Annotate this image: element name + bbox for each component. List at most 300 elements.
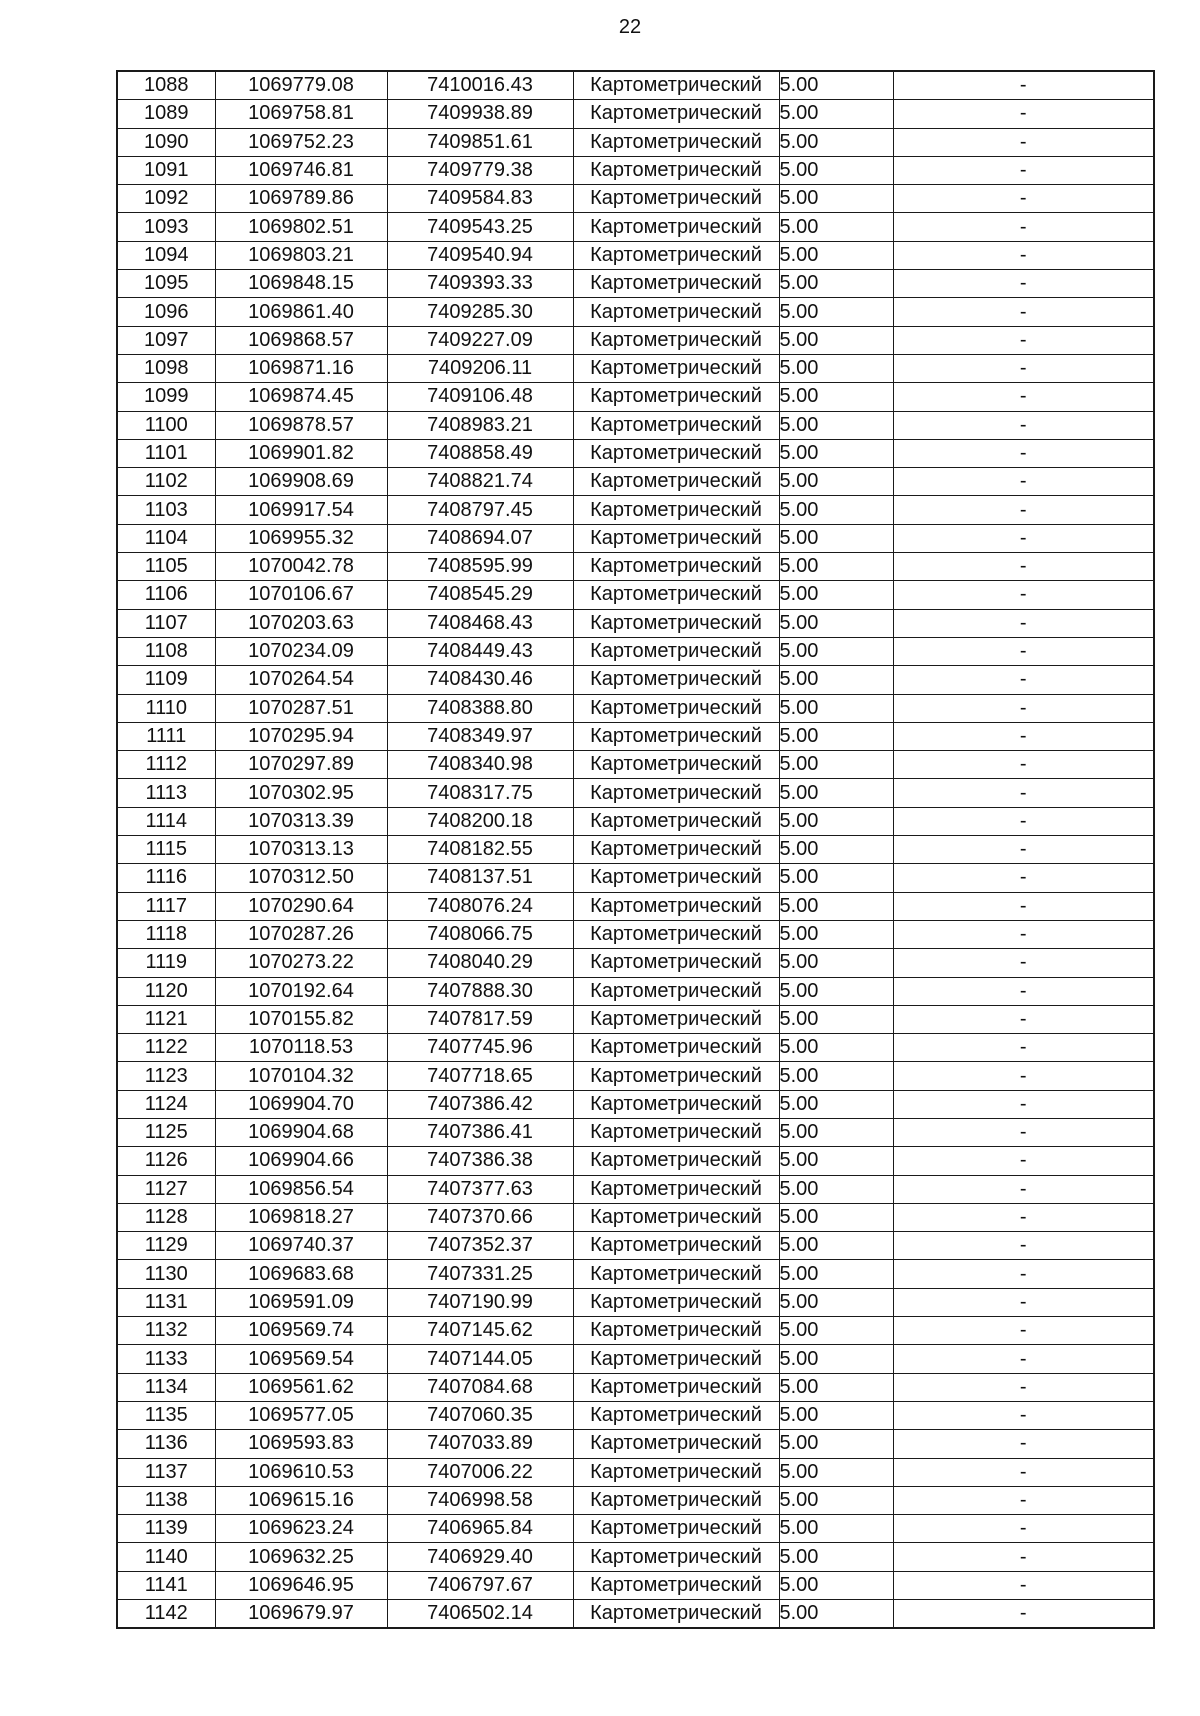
y-coordinate-cell: 7408449.43 — [387, 637, 573, 665]
table-row — [117, 1401, 1154, 1429]
point-number-cell: 1138 — [117, 1486, 215, 1514]
x-coordinate-cell: 1070203.63 — [215, 609, 387, 637]
table-row — [117, 298, 1154, 326]
description-cell: - — [893, 722, 1154, 750]
description-cell: - — [893, 1118, 1154, 1146]
accuracy-cell: 5.00 — [779, 185, 893, 213]
x-coordinate-cell: 1069955.32 — [215, 524, 387, 552]
y-coordinate-cell: 7409851.61 — [387, 128, 573, 156]
point-number-cell: 1123 — [117, 1062, 215, 1090]
x-coordinate-cell: 1070155.82 — [215, 1005, 387, 1033]
y-coordinate-cell: 7407386.38 — [387, 1147, 573, 1175]
accuracy-cell: 5.00 — [779, 807, 893, 835]
description-cell: - — [893, 553, 1154, 581]
point-number-cell: 1122 — [117, 1034, 215, 1062]
y-coordinate-cell: 7410016.43 — [387, 71, 573, 100]
y-coordinate-cell: 7409227.09 — [387, 326, 573, 354]
method-cell: Картометрический — [573, 383, 779, 411]
method-cell: Картометрический — [573, 1203, 779, 1231]
x-coordinate-cell: 1070287.51 — [215, 694, 387, 722]
method-cell: Картометрический — [573, 241, 779, 269]
point-number-cell: 1099 — [117, 383, 215, 411]
accuracy-cell: 5.00 — [779, 1543, 893, 1571]
table-row — [117, 354, 1154, 382]
table-row — [117, 156, 1154, 184]
point-number-cell: 1110 — [117, 694, 215, 722]
accuracy-cell: 5.00 — [779, 100, 893, 128]
point-number-cell: 1119 — [117, 949, 215, 977]
accuracy-cell: 5.00 — [779, 1118, 893, 1146]
x-coordinate-cell: 1069679.97 — [215, 1600, 387, 1629]
accuracy-cell: 5.00 — [779, 1203, 893, 1231]
accuracy-cell: 5.00 — [779, 920, 893, 948]
method-cell: Картометрический — [573, 411, 779, 439]
y-coordinate-cell: 7409543.25 — [387, 213, 573, 241]
accuracy-cell: 5.00 — [779, 439, 893, 467]
point-number-cell: 1124 — [117, 1090, 215, 1118]
y-coordinate-cell: 7407386.41 — [387, 1118, 573, 1146]
description-cell: - — [893, 213, 1154, 241]
point-number-cell: 1128 — [117, 1203, 215, 1231]
method-cell: Картометрический — [573, 722, 779, 750]
y-coordinate-cell: 7408200.18 — [387, 807, 573, 835]
description-cell: - — [893, 1005, 1154, 1033]
y-coordinate-cell: 7408182.55 — [387, 836, 573, 864]
y-coordinate-cell: 7407145.62 — [387, 1317, 573, 1345]
method-cell: Картометрический — [573, 637, 779, 665]
y-coordinate-cell: 7409938.89 — [387, 100, 573, 128]
y-coordinate-cell: 7408983.21 — [387, 411, 573, 439]
description-cell: - — [893, 1288, 1154, 1316]
description-cell: - — [893, 1317, 1154, 1345]
y-coordinate-cell: 7409779.38 — [387, 156, 573, 184]
point-number-cell: 1126 — [117, 1147, 215, 1175]
x-coordinate-cell: 1070234.09 — [215, 637, 387, 665]
table-row — [117, 807, 1154, 835]
description-cell: - — [893, 1430, 1154, 1458]
point-number-cell: 1102 — [117, 468, 215, 496]
y-coordinate-cell: 7409285.30 — [387, 298, 573, 326]
x-coordinate-cell: 1069908.69 — [215, 468, 387, 496]
description-cell: - — [893, 1147, 1154, 1175]
table-row — [117, 1147, 1154, 1175]
table-row — [117, 751, 1154, 779]
accuracy-cell: 5.00 — [779, 581, 893, 609]
point-number-cell: 1092 — [117, 185, 215, 213]
y-coordinate-cell: 7409540.94 — [387, 241, 573, 269]
point-number-cell: 1091 — [117, 156, 215, 184]
x-coordinate-cell: 1070295.94 — [215, 722, 387, 750]
accuracy-cell: 5.00 — [779, 1062, 893, 1090]
point-number-cell: 1103 — [117, 496, 215, 524]
accuracy-cell: 5.00 — [779, 213, 893, 241]
accuracy-cell: 5.00 — [779, 836, 893, 864]
method-cell: Картометрический — [573, 1571, 779, 1599]
description-cell: - — [893, 468, 1154, 496]
x-coordinate-cell: 1070106.67 — [215, 581, 387, 609]
point-number-cell: 1139 — [117, 1515, 215, 1543]
table-row — [117, 326, 1154, 354]
accuracy-cell: 5.00 — [779, 1515, 893, 1543]
accuracy-cell: 5.00 — [779, 609, 893, 637]
point-number-cell: 1088 — [117, 71, 215, 100]
accuracy-cell: 5.00 — [779, 354, 893, 382]
method-cell: Картометрический — [573, 71, 779, 100]
accuracy-cell: 5.00 — [779, 1486, 893, 1514]
accuracy-cell: 5.00 — [779, 1232, 893, 1260]
method-cell: Картометрический — [573, 553, 779, 581]
point-number-cell: 1132 — [117, 1317, 215, 1345]
x-coordinate-cell: 1069779.08 — [215, 71, 387, 100]
point-number-cell: 1106 — [117, 581, 215, 609]
y-coordinate-cell: 7407084.68 — [387, 1373, 573, 1401]
description-cell: - — [893, 779, 1154, 807]
method-cell: Картометрический — [573, 298, 779, 326]
accuracy-cell: 5.00 — [779, 1458, 893, 1486]
x-coordinate-cell: 1070104.32 — [215, 1062, 387, 1090]
method-cell: Картометрический — [573, 694, 779, 722]
y-coordinate-cell: 7407144.05 — [387, 1345, 573, 1373]
y-coordinate-cell: 7409206.11 — [387, 354, 573, 382]
description-cell: - — [893, 637, 1154, 665]
point-number-cell: 1111 — [117, 722, 215, 750]
accuracy-cell: 5.00 — [779, 1288, 893, 1316]
description-cell: - — [893, 1486, 1154, 1514]
coordinates-table-body — [117, 71, 1154, 1628]
table-row — [117, 892, 1154, 920]
accuracy-cell: 5.00 — [779, 1571, 893, 1599]
accuracy-cell: 5.00 — [779, 71, 893, 100]
y-coordinate-cell: 7408076.24 — [387, 892, 573, 920]
method-cell: Картометрический — [573, 609, 779, 637]
x-coordinate-cell: 1069593.83 — [215, 1430, 387, 1458]
table-row — [117, 383, 1154, 411]
point-number-cell: 1095 — [117, 270, 215, 298]
y-coordinate-cell: 7408468.43 — [387, 609, 573, 637]
x-coordinate-cell: 1069904.68 — [215, 1118, 387, 1146]
point-number-cell: 1104 — [117, 524, 215, 552]
table-row — [117, 1543, 1154, 1571]
method-cell: Картометрический — [573, 213, 779, 241]
method-cell: Картометрический — [573, 1430, 779, 1458]
point-number-cell: 1112 — [117, 751, 215, 779]
method-cell: Картометрический — [573, 128, 779, 156]
table-row — [117, 779, 1154, 807]
x-coordinate-cell: 1070287.26 — [215, 920, 387, 948]
x-coordinate-cell: 1069561.62 — [215, 1373, 387, 1401]
point-number-cell: 1125 — [117, 1118, 215, 1146]
description-cell: - — [893, 270, 1154, 298]
table-row — [117, 1600, 1154, 1629]
x-coordinate-cell: 1069871.16 — [215, 354, 387, 382]
accuracy-cell: 5.00 — [779, 1005, 893, 1033]
description-cell: - — [893, 298, 1154, 326]
description-cell: - — [893, 241, 1154, 269]
point-number-cell: 1130 — [117, 1260, 215, 1288]
y-coordinate-cell: 7406797.67 — [387, 1571, 573, 1599]
description-cell: - — [893, 1260, 1154, 1288]
point-number-cell: 1133 — [117, 1345, 215, 1373]
table-row — [117, 439, 1154, 467]
x-coordinate-cell: 1069569.54 — [215, 1345, 387, 1373]
y-coordinate-cell: 7408317.75 — [387, 779, 573, 807]
table-row — [117, 1317, 1154, 1345]
method-cell: Картометрический — [573, 807, 779, 835]
method-cell: Картометрический — [573, 100, 779, 128]
method-cell: Картометрический — [573, 439, 779, 467]
description-cell: - — [893, 807, 1154, 835]
description-cell: - — [893, 128, 1154, 156]
method-cell: Картометрический — [573, 1515, 779, 1543]
point-number-cell: 1115 — [117, 836, 215, 864]
accuracy-cell: 5.00 — [779, 892, 893, 920]
x-coordinate-cell: 1069758.81 — [215, 100, 387, 128]
y-coordinate-cell: 7407718.65 — [387, 1062, 573, 1090]
method-cell: Картометрический — [573, 666, 779, 694]
x-coordinate-cell: 1069752.23 — [215, 128, 387, 156]
table-row — [117, 977, 1154, 1005]
table-row — [117, 1118, 1154, 1146]
point-number-cell: 1089 — [117, 100, 215, 128]
point-number-cell: 1134 — [117, 1373, 215, 1401]
x-coordinate-cell: 1069789.86 — [215, 185, 387, 213]
description-cell: - — [893, 949, 1154, 977]
table-row — [117, 496, 1154, 524]
point-number-cell: 1116 — [117, 864, 215, 892]
accuracy-cell: 5.00 — [779, 949, 893, 977]
x-coordinate-cell: 1070313.13 — [215, 836, 387, 864]
y-coordinate-cell: 7408340.98 — [387, 751, 573, 779]
table-row — [117, 609, 1154, 637]
description-cell: - — [893, 1232, 1154, 1260]
accuracy-cell: 5.00 — [779, 270, 893, 298]
description-cell: - — [893, 609, 1154, 637]
table-row — [117, 666, 1154, 694]
table-row — [117, 1090, 1154, 1118]
accuracy-cell: 5.00 — [779, 383, 893, 411]
y-coordinate-cell: 7407888.30 — [387, 977, 573, 1005]
table-row — [117, 1458, 1154, 1486]
method-cell: Картометрический — [573, 1600, 779, 1629]
table-row — [117, 241, 1154, 269]
method-cell: Картометрический — [573, 270, 779, 298]
table-row — [117, 1430, 1154, 1458]
method-cell: Картометрический — [573, 326, 779, 354]
description-cell: - — [893, 1034, 1154, 1062]
accuracy-cell: 5.00 — [779, 1317, 893, 1345]
table-row — [117, 1288, 1154, 1316]
table-row — [117, 836, 1154, 864]
table-row — [117, 637, 1154, 665]
table-row — [117, 1571, 1154, 1599]
description-cell: - — [893, 383, 1154, 411]
table-row — [117, 1260, 1154, 1288]
x-coordinate-cell: 1069904.66 — [215, 1147, 387, 1175]
table-row — [117, 524, 1154, 552]
method-cell: Картометрический — [573, 354, 779, 382]
x-coordinate-cell: 1070192.64 — [215, 977, 387, 1005]
x-coordinate-cell: 1070302.95 — [215, 779, 387, 807]
point-number-cell: 1114 — [117, 807, 215, 835]
accuracy-cell: 5.00 — [779, 241, 893, 269]
method-cell: Картометрический — [573, 156, 779, 184]
y-coordinate-cell: 7408388.80 — [387, 694, 573, 722]
method-cell: Картометрический — [573, 524, 779, 552]
method-cell: Картометрический — [573, 977, 779, 1005]
method-cell: Картометрический — [573, 1232, 779, 1260]
x-coordinate-cell: 1069803.21 — [215, 241, 387, 269]
method-cell: Картометрический — [573, 581, 779, 609]
accuracy-cell: 5.00 — [779, 128, 893, 156]
y-coordinate-cell: 7407377.63 — [387, 1175, 573, 1203]
table-row — [117, 722, 1154, 750]
accuracy-cell: 5.00 — [779, 524, 893, 552]
table-row — [117, 1034, 1154, 1062]
method-cell: Картометрический — [573, 1288, 779, 1316]
method-cell: Картометрический — [573, 1458, 779, 1486]
x-coordinate-cell: 1069683.68 — [215, 1260, 387, 1288]
method-cell: Картометрический — [573, 1118, 779, 1146]
x-coordinate-cell: 1069878.57 — [215, 411, 387, 439]
accuracy-cell: 5.00 — [779, 298, 893, 326]
point-number-cell: 1105 — [117, 553, 215, 581]
accuracy-cell: 5.00 — [779, 1430, 893, 1458]
description-cell: - — [893, 1401, 1154, 1429]
method-cell: Картометрический — [573, 1175, 779, 1203]
description-cell: - — [893, 354, 1154, 382]
x-coordinate-cell: 1069856.54 — [215, 1175, 387, 1203]
table-row — [117, 468, 1154, 496]
method-cell: Картометрический — [573, 779, 779, 807]
y-coordinate-cell: 7408694.07 — [387, 524, 573, 552]
x-coordinate-cell: 1069818.27 — [215, 1203, 387, 1231]
accuracy-cell: 5.00 — [779, 977, 893, 1005]
table-row — [117, 949, 1154, 977]
point-number-cell: 1140 — [117, 1543, 215, 1571]
x-coordinate-cell: 1069569.74 — [215, 1317, 387, 1345]
point-number-cell: 1108 — [117, 637, 215, 665]
description-cell: - — [893, 1090, 1154, 1118]
y-coordinate-cell: 7406929.40 — [387, 1543, 573, 1571]
description-cell: - — [893, 1571, 1154, 1599]
x-coordinate-cell: 1070290.64 — [215, 892, 387, 920]
accuracy-cell: 5.00 — [779, 553, 893, 581]
description-cell: - — [893, 524, 1154, 552]
y-coordinate-cell: 7407386.42 — [387, 1090, 573, 1118]
method-cell: Картометрический — [573, 1373, 779, 1401]
table-row — [117, 100, 1154, 128]
description-cell: - — [893, 836, 1154, 864]
table-row — [117, 1345, 1154, 1373]
table-row — [117, 553, 1154, 581]
accuracy-cell: 5.00 — [779, 864, 893, 892]
point-number-cell: 1136 — [117, 1430, 215, 1458]
x-coordinate-cell: 1070297.89 — [215, 751, 387, 779]
description-cell: - — [893, 1203, 1154, 1231]
table-row — [117, 920, 1154, 948]
accuracy-cell: 5.00 — [779, 326, 893, 354]
point-number-cell: 1097 — [117, 326, 215, 354]
point-number-cell: 1137 — [117, 1458, 215, 1486]
method-cell: Картометрический — [573, 1034, 779, 1062]
y-coordinate-cell: 7408545.29 — [387, 581, 573, 609]
description-cell: - — [893, 1543, 1154, 1571]
table-row — [117, 1373, 1154, 1401]
y-coordinate-cell: 7409584.83 — [387, 185, 573, 213]
accuracy-cell: 5.00 — [779, 1034, 893, 1062]
description-cell: - — [893, 581, 1154, 609]
point-number-cell: 1142 — [117, 1600, 215, 1629]
table-row — [117, 1062, 1154, 1090]
table-row — [117, 1203, 1154, 1231]
method-cell: Картометрический — [573, 496, 779, 524]
accuracy-cell: 5.00 — [779, 496, 893, 524]
method-cell: Картометрический — [573, 1005, 779, 1033]
table-row — [117, 270, 1154, 298]
method-cell: Картометрический — [573, 864, 779, 892]
point-number-cell: 1090 — [117, 128, 215, 156]
method-cell: Картометрический — [573, 892, 779, 920]
point-number-cell: 1118 — [117, 920, 215, 948]
method-cell: Картометрический — [573, 1486, 779, 1514]
point-number-cell: 1101 — [117, 439, 215, 467]
y-coordinate-cell: 7409106.48 — [387, 383, 573, 411]
x-coordinate-cell: 1069591.09 — [215, 1288, 387, 1316]
x-coordinate-cell: 1070264.54 — [215, 666, 387, 694]
x-coordinate-cell: 1069610.53 — [215, 1458, 387, 1486]
x-coordinate-cell: 1069577.05 — [215, 1401, 387, 1429]
point-number-cell: 1135 — [117, 1401, 215, 1429]
method-cell: Картометрический — [573, 1401, 779, 1429]
y-coordinate-cell: 7406502.14 — [387, 1600, 573, 1629]
description-cell: - — [893, 439, 1154, 467]
accuracy-cell: 5.00 — [779, 722, 893, 750]
x-coordinate-cell: 1069632.25 — [215, 1543, 387, 1571]
accuracy-cell: 5.00 — [779, 156, 893, 184]
y-coordinate-cell: 7407190.99 — [387, 1288, 573, 1316]
table-row — [117, 1005, 1154, 1033]
point-number-cell: 1131 — [117, 1288, 215, 1316]
y-coordinate-cell: 7407033.89 — [387, 1430, 573, 1458]
accuracy-cell: 5.00 — [779, 666, 893, 694]
table-row — [117, 864, 1154, 892]
description-cell: - — [893, 864, 1154, 892]
description-cell: - — [893, 892, 1154, 920]
y-coordinate-cell: 7408430.46 — [387, 666, 573, 694]
point-number-cell: 1121 — [117, 1005, 215, 1033]
method-cell: Картометрический — [573, 185, 779, 213]
x-coordinate-cell: 1070118.53 — [215, 1034, 387, 1062]
y-coordinate-cell: 7408349.97 — [387, 722, 573, 750]
y-coordinate-cell: 7407331.25 — [387, 1260, 573, 1288]
page-number: 22 — [618, 16, 642, 38]
method-cell: Картометрический — [573, 1062, 779, 1090]
point-number-cell: 1096 — [117, 298, 215, 326]
y-coordinate-cell: 7407006.22 — [387, 1458, 573, 1486]
table-row — [117, 213, 1154, 241]
description-cell: - — [893, 1515, 1154, 1543]
accuracy-cell: 5.00 — [779, 1401, 893, 1429]
coordinates-table — [116, 70, 1155, 1629]
x-coordinate-cell: 1070313.39 — [215, 807, 387, 835]
point-number-cell: 1094 — [117, 241, 215, 269]
point-number-cell: 1129 — [117, 1232, 215, 1260]
table-row — [117, 128, 1154, 156]
accuracy-cell: 5.00 — [779, 1373, 893, 1401]
accuracy-cell: 5.00 — [779, 1345, 893, 1373]
point-number-cell: 1109 — [117, 666, 215, 694]
x-coordinate-cell: 1069646.95 — [215, 1571, 387, 1599]
